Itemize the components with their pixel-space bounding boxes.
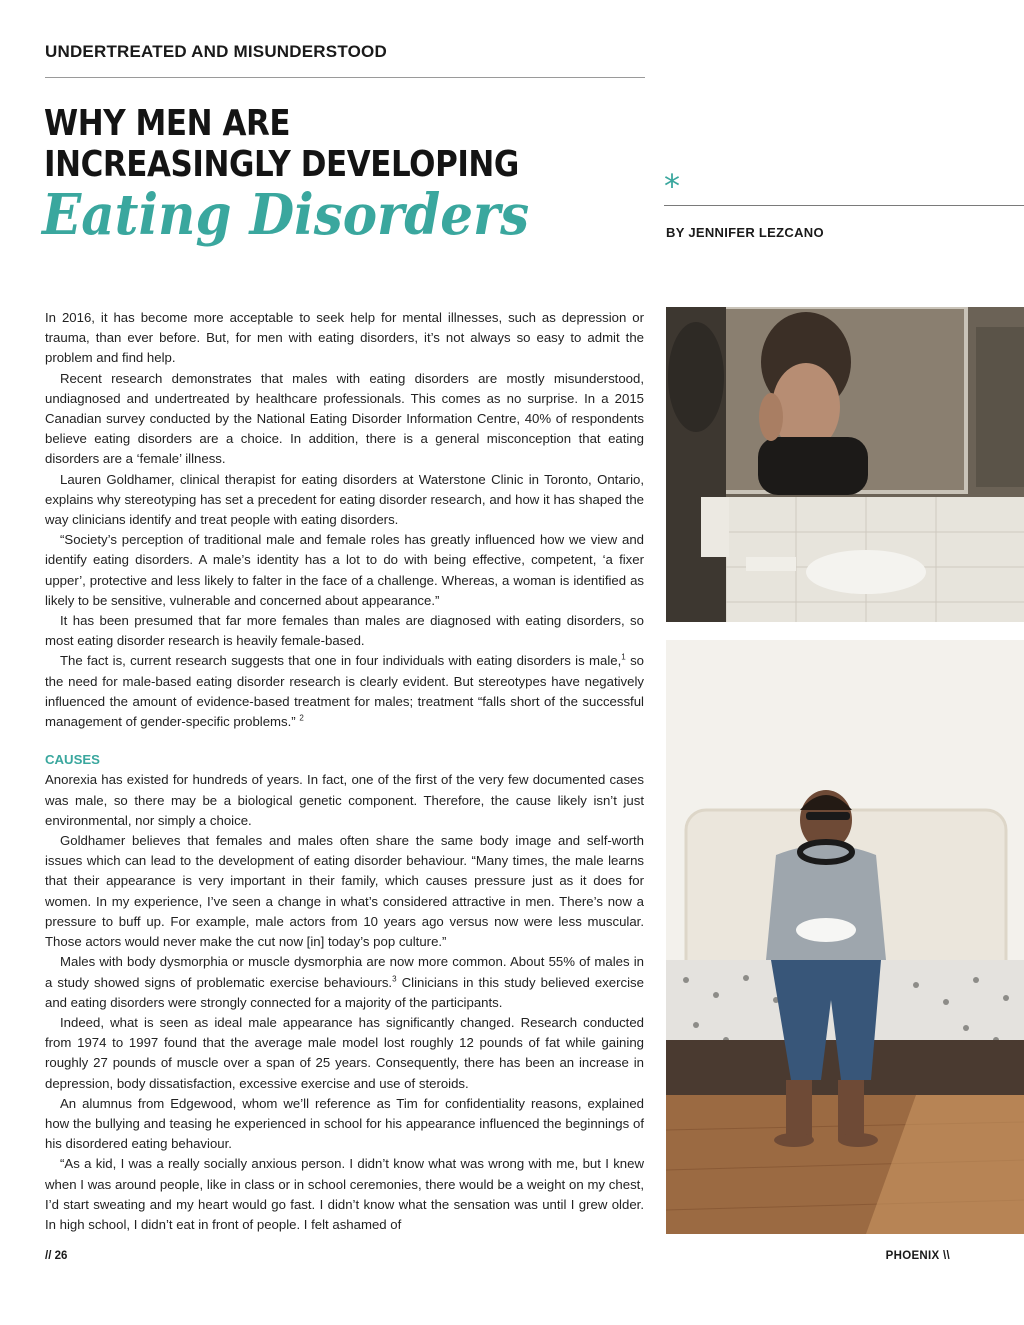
paragraph: Anorexia has existed for hundreds of years. In fact, one of the first of the very few documented cases was male, so there may be a biological genetic component. Therefore, the cause likely isn’t just environmental, nor simply a choice.: [45, 772, 644, 828]
byline: BY JENNIFER LEZCANO: [666, 225, 824, 240]
kicker-divider: [45, 77, 645, 78]
paragraph: [45, 651, 644, 732]
paragraph: Indeed, what is seen as ideal male appearance has significantly changed. Research conducted from 1974 to 1997 found that the average male model lost roughly 12 pounds of fat while gaining roughly 27 pounds of muscle over a span of 25 years. Consequently, there has been an increase in depression, body dissatisfaction, excessive exercise and use of steroids.: [45, 1014, 644, 1091]
paragraph: Recent research demonstrates that males with eating disorders are mostly misunderstood, undiagnosed and undertreated by healthcare professionals. This comes as no surprise. In a 2015 Canadian survey conducted by the National Eating Disorder Information Centre, 40% of respondents believe eating disorders are a choice. In addition, there is a general misconception that eating disorders are a ‘female’ illness.: [45, 370, 644, 467]
paragraph: “As a kid, I was a really socially anxious person. I didn’t know what was wrong with me, but I knew when I was around people, like in class or in school ceremonies, there would be a weight on my chest, I’d start sweating and my heart would go fast. I didn’t know what the sensation was until I grew older. In high school, I didn’t eat in front of people. I felt ashamed of: [45, 1156, 644, 1232]
photo-man-at-mirror: [666, 307, 1024, 622]
paragraph: Goldhamer believes that females and males often share the same body image and self-worth issues which can lead to the development of eating disorder behaviour. “Many times, the male learns that their appearance is very important in their family, which causes pressure just as it does for women. In my experience, I’ve seen a change in what’s considered attractive in men. There’s now a pressure to buff up. For example, male actors from 10 years ago versus now were less muscular. Those actors would never make the cut now [in] today’s pop culture.”: [45, 833, 644, 950]
title-line-2: INCREASINGLY DEVELOPING: [44, 144, 519, 185]
paragraph: Lauren Goldhamer, clinical therapist for eating disorders at Waterstone Clinic in Toronto, Ontario, explains why stereotyping has set a precedent for eating disorder research, and how it has shaped the way clinicians identify and treat people with eating disorders.: [45, 471, 644, 528]
paragraph: In 2016, it has become more acceptable to seek help for mental illnesses, such as depression or trauma, than ever before. But, for men with eating disorders, it’s not always so easy to admit the problem and find help.: [45, 310, 644, 366]
article-body: [45, 308, 644, 1235]
byline-divider: [664, 205, 1024, 206]
page-number: // 26: [45, 1250, 68, 1262]
footnote-ref: 1: [621, 653, 626, 663]
magazine-name: PHOENIX \\: [885, 1250, 950, 1262]
asterisk-ornament: *: [664, 167, 680, 205]
paragraph-text: Males with body dysmorphia or muscle dysmorphia are now more common. About 55% of males in a study showed signs of problematic exercise behaviours.: [45, 954, 644, 990]
title-line-1: WHY MEN ARE: [44, 103, 291, 144]
footnote-ref: 3: [392, 974, 397, 984]
paragraph: It has been presumed that far more females than males are diagnosed with eating disorders, so most eating disorder research is heavily female-based.: [45, 613, 644, 649]
paragraph: “Society’s perception of traditional male and female roles has greatly influenced how we view and identify eating disorders. A male’s identity has a lot to do with being effective, competent, ‘a fixer upper’, protective and less likely to falter in the face of a challenge. Whereas, a woman is identified as likely to be sensitive, vulnerable and concerned about appearance.”: [45, 532, 644, 608]
photo-man-on-bed: [666, 640, 1024, 1234]
title-accent-line: Eating Disorders: [42, 182, 530, 248]
paragraph-text: Clinicians in this study believed exercise and eating disorders were strongly connected for a majority of the participants.: [45, 974, 644, 1010]
section-kicker: UNDERTREATED AND MISUNDERSTOOD: [45, 42, 387, 61]
section-heading-causes: CAUSES: [45, 752, 100, 768]
paragraph-text: so the need for male-based eating disorder research is clearly evident. But stereotypes have negatively influenced the amount of evidence-based treatment for males; treatment “falls short of the successful management of gender-specific problems.”: [45, 653, 644, 730]
paragraph-text: The fact is, current research suggests that one in four individuals with eating disorders is male,: [60, 653, 622, 669]
footnote-ref: 2: [299, 713, 304, 723]
paragraph: An alumnus from Edgewood, whom we’ll reference as Tim for confidentiality reasons, explained how the bullying and teasing he experienced in school for his appearance influenced the beginnings of his disordered eating behaviour.: [45, 1095, 644, 1152]
paragraph: [45, 952, 644, 1013]
